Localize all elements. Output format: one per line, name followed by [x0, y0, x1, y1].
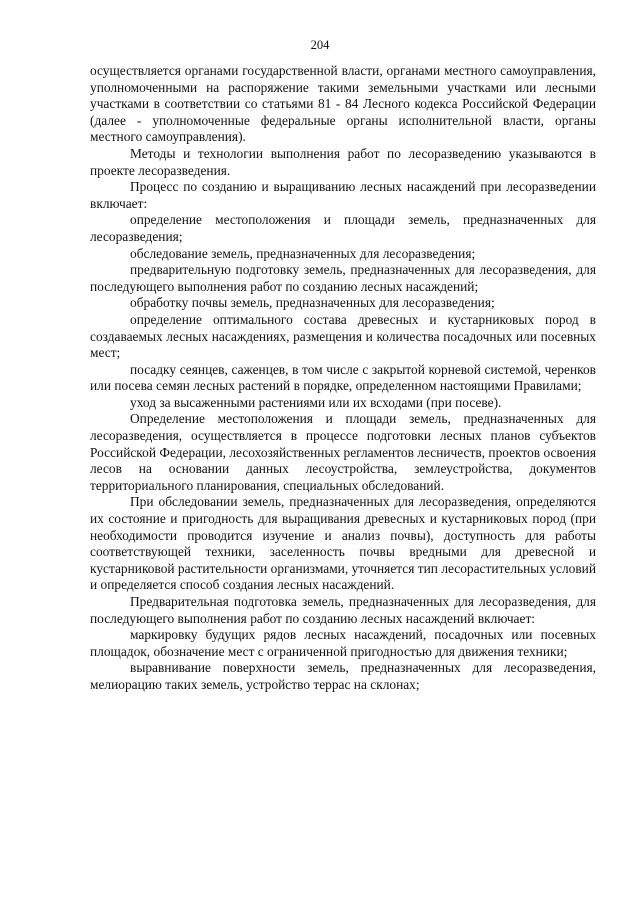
paragraph-location-definition: Определение местоположения и площади земель, предназначенных для лесоразведения, осуществляется в процессе подготовки лесных планов субъектов Российской Федерации, лесохозяйственных регламентов лесничеств, проектов освоения лесов на основании данных лесоустройства, землеустройства, документов территориального планирования, специальных обследований.	[90, 411, 596, 493]
list-item-location: определение местоположения и площади земель, предназначенных для лесоразведения;	[90, 212, 596, 244]
list-item-leveling: выравнивание поверхности земель, предназначенных для лесоразведения, мелиорацию таких земель, устройство террас на склонах;	[90, 660, 596, 692]
paragraph-survey: При обследовании земель, предназначенных для лесоразведения, определяются их состояние и пригодность для выращивания древесных и кустарниковых пород (при необходимости проводится изучение и анализ почвы), доступность для работы соответствующей техники, заселенность почвы вредными для древесной и кустарниковой растительности организмами, уточняется тип лесорастительных условий и определяется способ создания лесных насаждений.	[90, 494, 596, 593]
document-body	[90, 63, 596, 694]
paragraph-methods: Методы и технологии выполнения работ по лесоразведению указываются в проекте лесоразведения.	[90, 145, 596, 178]
list-item-preparation: предварительную подготовку земель, предназначенных для лесоразведения, для последующего выполнения работ по созданию лесных насаждений;	[90, 262, 596, 294]
list-item-composition: определение оптимального состава древесных и кустарниковых пород в создаваемых лесных насаждениях, размещения и количества посадочных или посевных мест;	[90, 311, 596, 361]
paragraph-process-intro: Процесс по созданию и выращиванию лесных насаждений при лесоразведении включает:	[90, 179, 596, 211]
list-item-soil: обработку почвы земель, предназначенных для лесоразведения;	[130, 295, 495, 311]
list-item-care: уход за высаженными растениями или их всходами (при посеве).	[130, 394, 502, 410]
list-item-marking: маркировку будущих рядов лесных насаждений, посадочных или посевных площадок, обозначение мест с ограниченной пригодностью для движения техники;	[90, 627, 596, 659]
list-item-survey: обследование земель, предназначенных для лесоразведения;	[130, 245, 476, 261]
page-number: 204	[310, 38, 330, 52]
list-item-planting: посадку сеянцев, саженцев, в том числе с закрытой корневой системой, черенков или посева семян лесных растений в порядке, определенном настоящими Правилами;	[90, 361, 596, 394]
paragraph-continuation: осуществляется органами государственной власти, органами местного самоуправления, уполномоченными на распоряжение такими земельными участками или лесными участками в соответствии со статьями 81 - 84 Лесного кодекса Российской Федерации (далее - уполномоченные федеральные органы исполнительной власти, органы местного самоуправления).	[90, 63, 596, 145]
paragraph-preparation-intro: Предварительная подготовка земель, предназначенных для лесоразведения, для последующего выполнения работ по созданию лесных насаждений включает:	[90, 594, 596, 626]
